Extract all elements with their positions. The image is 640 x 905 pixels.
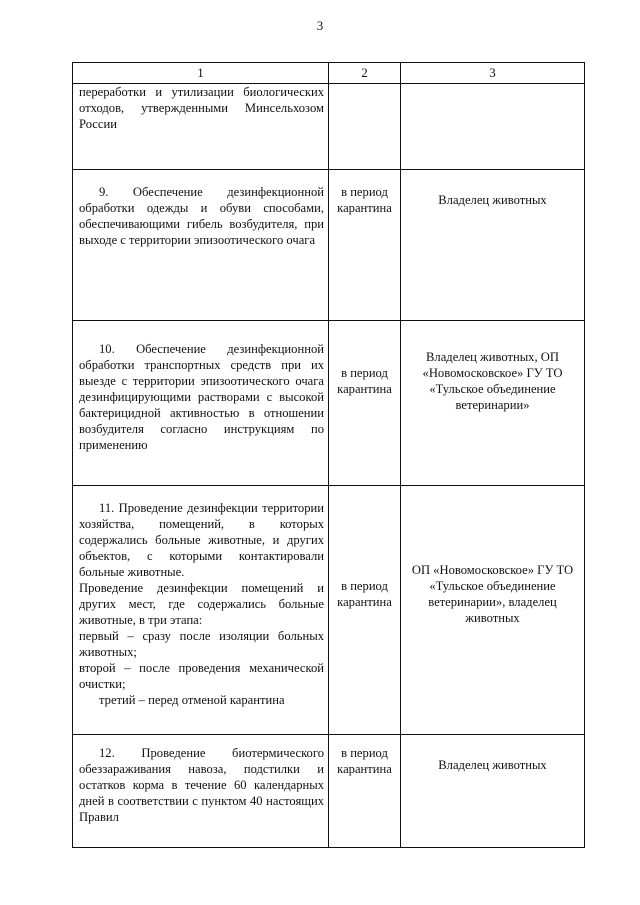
period-cell [329,735,401,848]
action-text: переработки и утилизации биологических отходов, утвержденными Минсельхозом России [79,85,324,131]
action-text-stage-1: первый – сразу после изоляции больных животных; [79,629,324,659]
action-text: 10. Обеспечение дезинфекционной обработки транспортных средств при их выезде с территории эпизоотического очага дезинфицирующими растворами с высокой бактерицидной активностью в отношении возбудителя согласно инструкциям по применению [79,342,324,452]
responsible-text: Владелец животных [438,758,547,772]
action-text: 9. Обеспечение дезинфекционной обработки одежды и обуви способами, обеспечивающими гибель возбудителя, при выходе с территории эпизоотического очага [79,185,324,247]
table-header-row [73,63,585,84]
period-text: в период карантина [337,185,392,215]
period-cell [329,486,401,735]
period-text: в период карантина [337,366,392,396]
page-number: 3 [316,18,324,33]
column-header-2: 2 [329,63,401,84]
action-text: 12. Проведение биотермического обеззараживания навоза, подстилки и остатков корма в течение 60 календарных дней в соответствии с пунктом 40 настоящих Правил [79,746,324,824]
action-cell [73,486,329,735]
responsible-cell [401,84,585,170]
column-header-3: 3 [401,63,585,84]
action-cell [73,321,329,486]
measures-table [72,62,585,848]
table-row-9 [73,170,585,321]
action-cell [73,170,329,321]
table-row-continuation [73,84,585,170]
responsible-text: ОП «Новомосковское» ГУ ТО «Тульское объединение ветеринарии», владелец животных [411,563,574,625]
table-row-12 [73,735,585,848]
table-row-10 [73,321,585,486]
period-cell [329,84,401,170]
action-text-stage-2: второй – после проведения механической очистки; [79,661,324,691]
responsible-cell [401,735,585,848]
responsible-cell [401,170,585,321]
table-row-11 [73,486,585,735]
period-cell [329,321,401,486]
action-text-stage-3: третий – перед отменой карантина [99,693,285,707]
responsible-text: Владелец животных [438,193,547,207]
responsible-text: Владелец животных, ОП «Новомосковское» ГУ ТО «Тульское объединение ветеринарии» [422,350,563,412]
action-cell [73,84,329,170]
responsible-cell [401,321,585,486]
period-text: в период карантина [337,579,392,609]
column-header-1: 1 [73,63,329,84]
responsible-cell [401,486,585,735]
action-text-stages-intro: Проведение дезинфекции помещений и других мест, где содержались больные животные, в три этапа: [79,581,324,627]
period-text: в период карантина [337,746,392,776]
action-cell [73,735,329,848]
period-cell [329,170,401,321]
action-text-main: 11. Проведение дезинфекции территории хозяйства, помещений, в которых содержались больные животные, и других объектов, с которыми контактировали больные животные. [79,501,324,579]
